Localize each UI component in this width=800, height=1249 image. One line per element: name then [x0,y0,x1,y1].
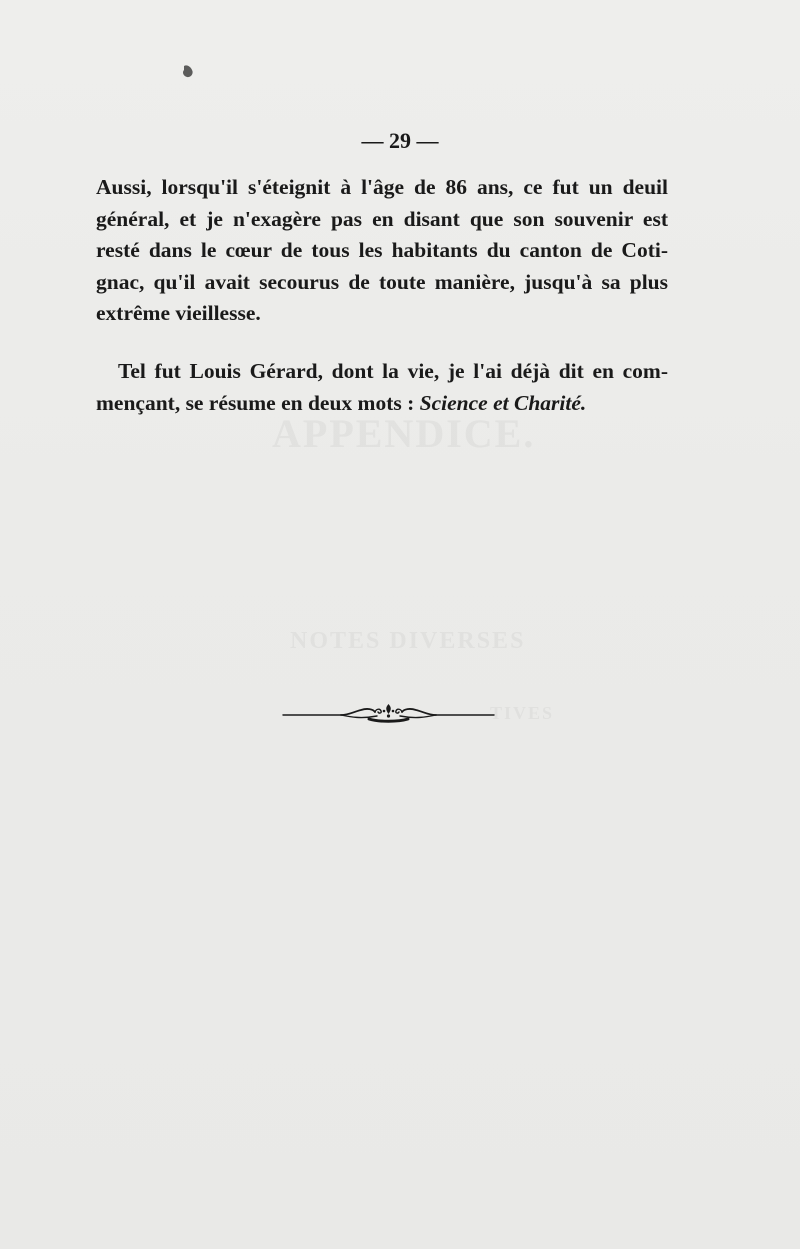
paragraph-2-line-1: Tel fut Louis Gérard, dont la vie, je l'ai déjà dit en com- [118,359,668,383]
paragraph-1-line-5: extrême vieillesse. [96,301,261,325]
bleed-through-fragment: TIVES [490,703,555,723]
bleed-through-heading: APPENDICE. [272,411,536,456]
paragraph-1 [96,172,668,330]
closing-phrase: Science et Charité. [419,390,587,415]
paragraph-2-line-2 [96,388,668,420]
ink-speck-icon [181,64,195,80]
tailpiece-ornament-icon [281,700,496,728]
paragraph-2 [96,356,668,419]
bleed-through-subheading: NOTES DIVERSES [290,628,526,654]
paragraph-1-line-3: resté dans le cœur de tous les habitants du canton de Coti- [96,238,668,262]
paragraph-1-line-1: Aussi, lorsqu'il s'éteignit à l'âge de 86 ans, ce fut un deuil [96,175,668,199]
paragraph-1-line-4: gnac, qu'il avait secourus de toute manière, jusqu'à sa plus [96,269,668,294]
paragraph-1-line-2: général, et je n'exagère pas en disant que son souvenir est [96,206,668,231]
paragraph-2-line-2-text: mençant, se résume en deux mots : [96,390,420,415]
page-number: — 29 — [361,128,439,153]
